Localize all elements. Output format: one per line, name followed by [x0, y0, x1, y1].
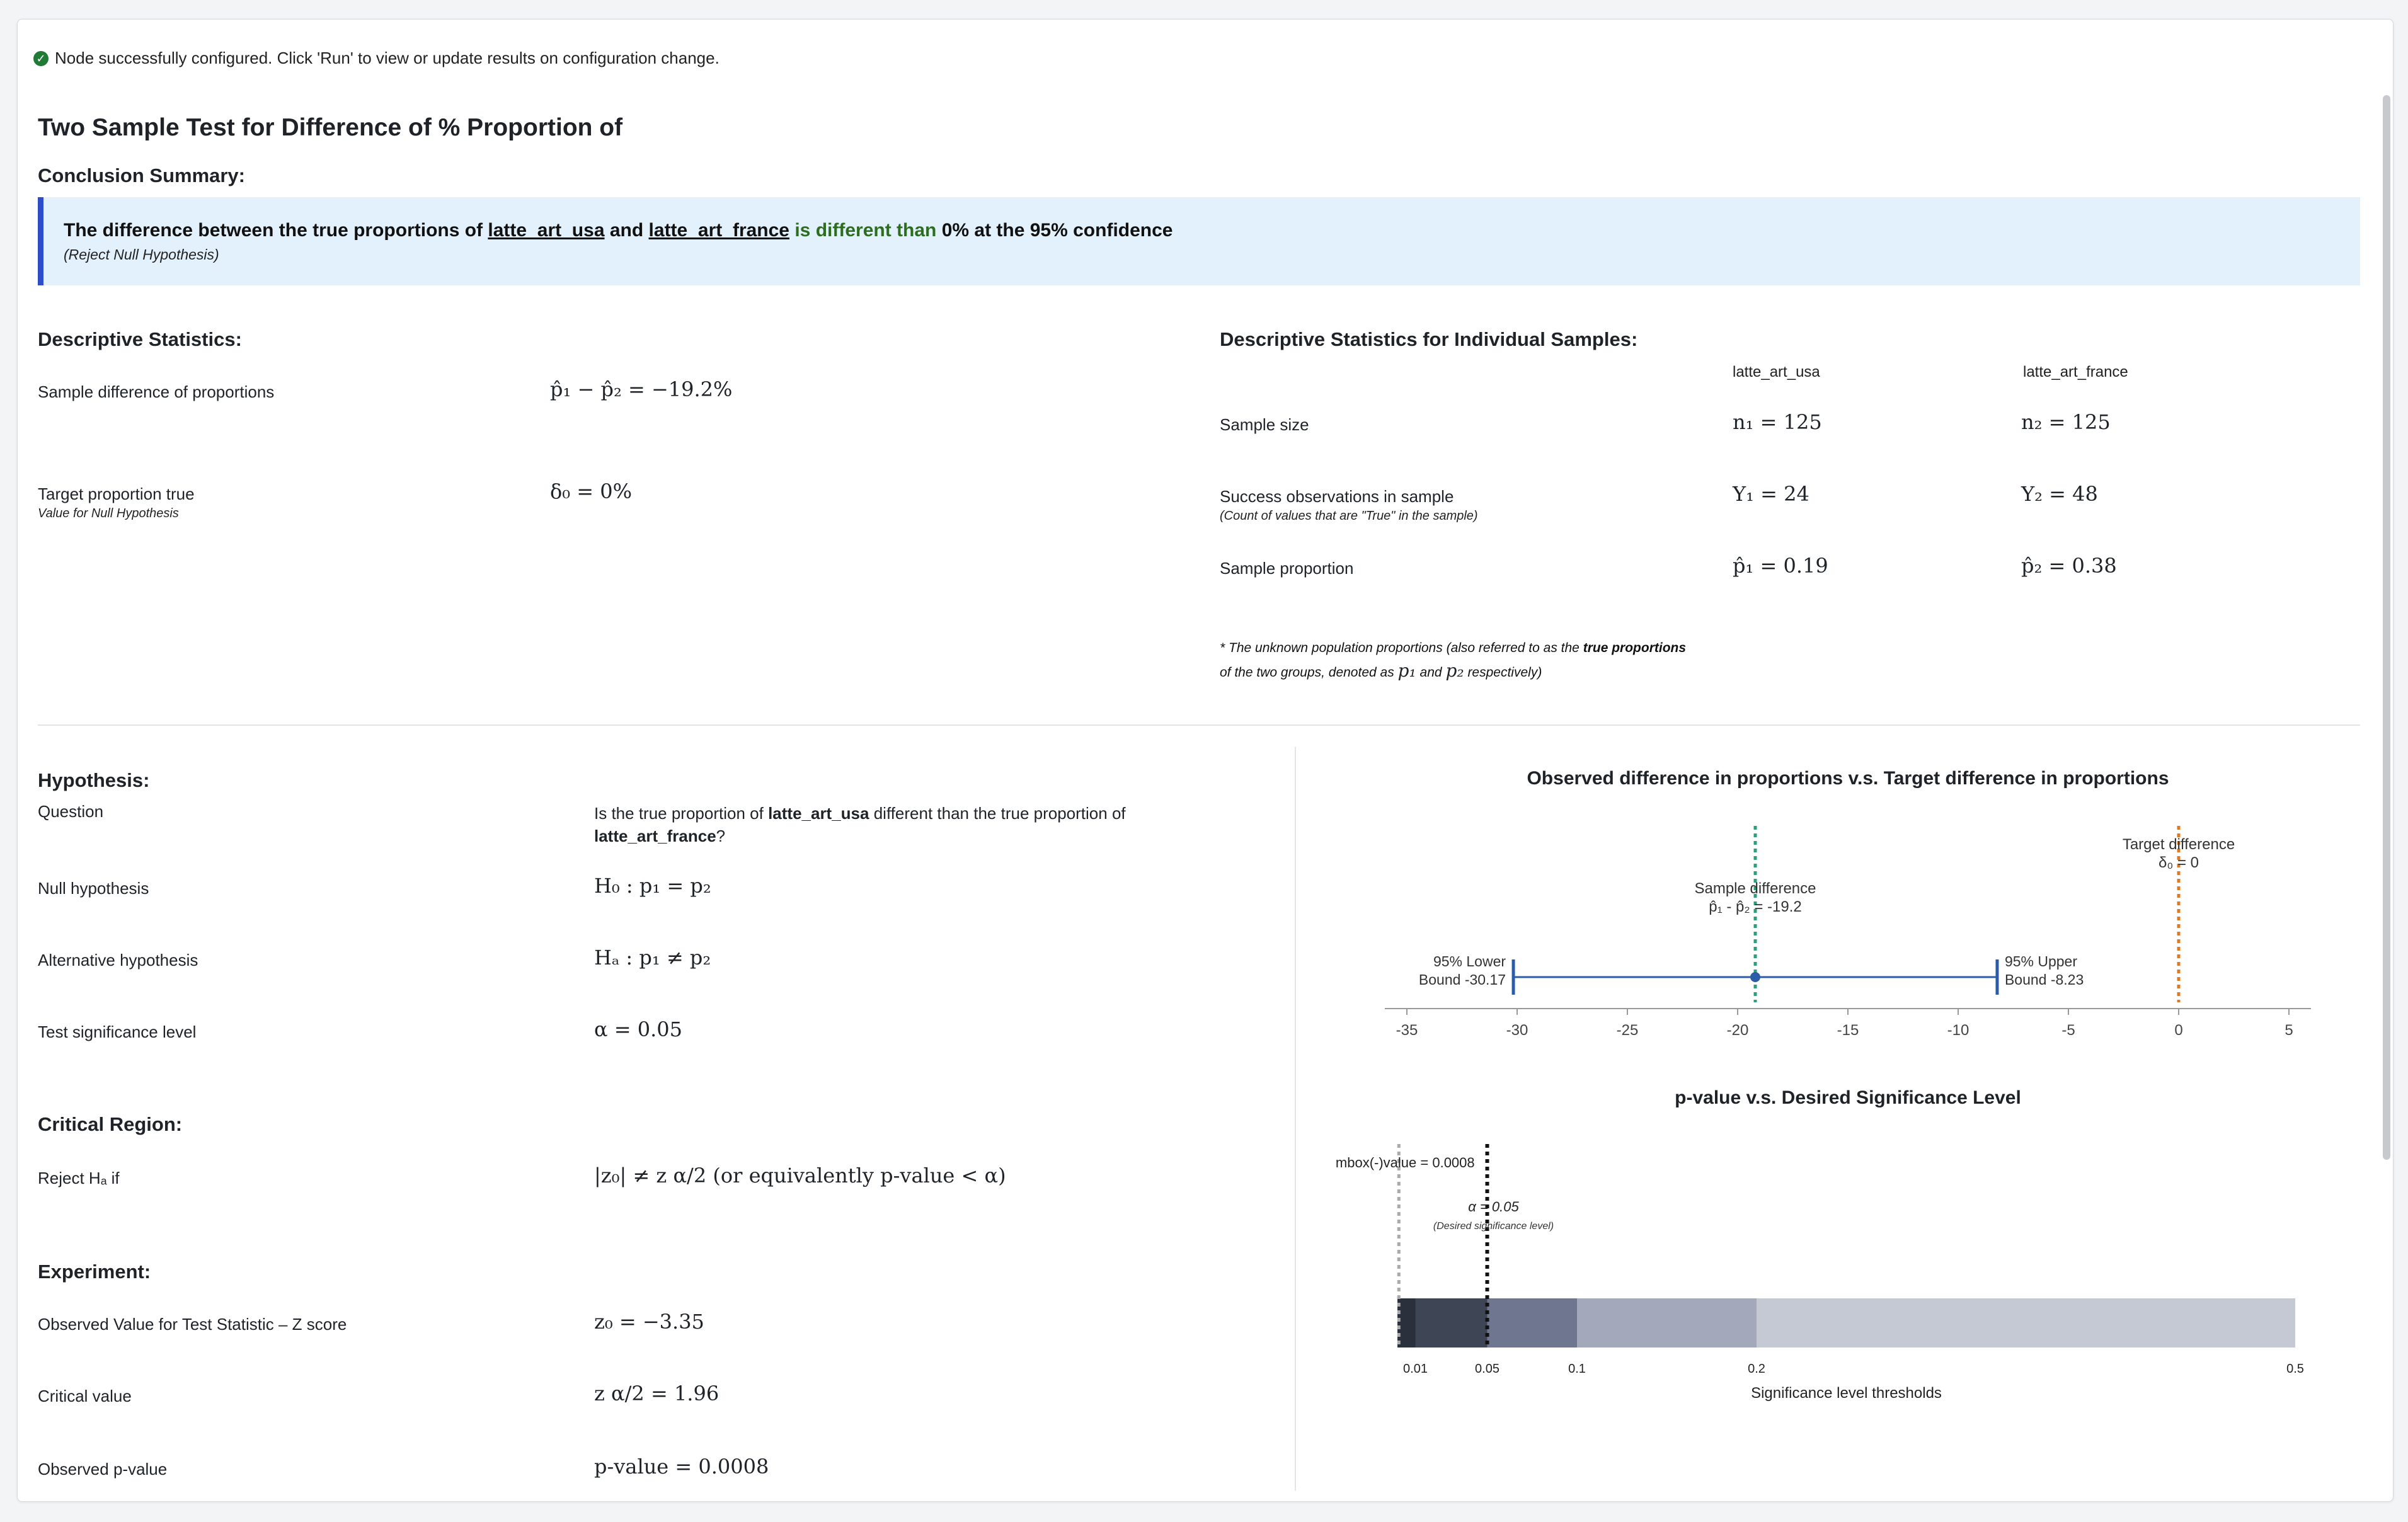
x-tick-label: -15 — [1837, 1022, 1859, 1039]
hypothesis-heading: Hypothesis: — [38, 769, 150, 791]
descriptive-heading: Descriptive Statistics: — [38, 328, 242, 350]
vertical-scrollbar[interactable] — [2383, 95, 2390, 1160]
success-observations-label: Success observations in sample (Count of values that are "True" in the sample) — [1220, 487, 1478, 523]
threshold-tick-label: 0.05 — [1475, 1362, 1499, 1376]
target-difference-expr: δ₀ = 0 — [2158, 854, 2199, 871]
threshold-tick-label: 0.5 — [2286, 1362, 2304, 1376]
zscore-value: z₀ = −3.35 — [594, 1310, 704, 1334]
x-axis-label: Significance level thresholds — [1751, 1385, 1942, 1402]
interval-chart-title: Observed difference in proportions v.s. Target difference in proportions — [1527, 768, 2169, 789]
sample-size-label: Sample size — [1220, 415, 1309, 434]
column-header-group1: latte_art_usa — [1733, 363, 1820, 380]
question-text: Is the true proportion of latte_art_usa different than the true proportion of latte_art_france? — [594, 804, 1126, 845]
results-panel — [17, 19, 2394, 1502]
target-proportion-value: δ₀ = 0% — [550, 479, 633, 503]
x-tick-label: -25 — [1616, 1022, 1639, 1039]
verdict-text: is different than — [794, 220, 937, 241]
sample-difference-expr: p̂₁ - p̂₂ = -19.2 — [1709, 898, 1802, 915]
target-proportion-sublabel: Value for Null Hypothesis — [38, 506, 179, 520]
reject-value: |z₀| ≠ z α/2 (or equivalently p-value < α) — [594, 1164, 1006, 1187]
significance-value: α = 0.05 — [594, 1017, 683, 1041]
section-divider — [38, 724, 2360, 726]
pvalue-chart — [1303, 1116, 2374, 1412]
significance-band — [1416, 1298, 1488, 1347]
sample-difference-label: Sample difference of proportions — [38, 382, 275, 401]
sample-size-group2: n₂ = 125 — [2021, 410, 2111, 434]
lower-bound-value: Bound -30.17 — [1418, 971, 1506, 988]
significance-band — [1577, 1298, 1757, 1347]
check-circle-icon: ✓ — [33, 51, 49, 66]
target-difference-label: Target difference — [2122, 836, 2235, 853]
sample-difference-value: p̂₁ − p̂₂ = −19.2% — [550, 377, 733, 401]
x-tick-label: -35 — [1396, 1022, 1418, 1039]
significance-band — [1757, 1298, 2295, 1347]
pvalue-label: Observed p-value — [38, 1460, 168, 1479]
alpha-note: (Desired significance level) — [1433, 1221, 1554, 1232]
x-tick-label: -5 — [2061, 1022, 2075, 1039]
conclusion-text: The difference between the true proportions of latte_art_usa and latte_art_france is different than 0% at the 95% confidence — [64, 220, 1173, 241]
sample-difference-point — [1750, 972, 1760, 982]
group2-name: latte_art_france — [648, 220, 789, 241]
zscore-label: Observed Value for Test Statistic – Z score — [38, 1315, 347, 1334]
null-hypothesis-value: H₀ : p₁ = p₂ — [594, 874, 711, 898]
interval-chart — [1303, 801, 2374, 1065]
page-title: Two Sample Test for Difference of % Proportion of — [38, 114, 623, 141]
x-tick-label: 5 — [2285, 1022, 2293, 1039]
target-proportion-label: Target proportion true Value for Null Hypothesis — [38, 484, 195, 520]
alt-hypothesis-value: Hₐ : p₁ ≠ p₂ — [594, 946, 711, 970]
x-tick-label: -30 — [1506, 1022, 1528, 1039]
critical-value-label: Critical value — [38, 1387, 132, 1405]
threshold-tick-label: 0.1 — [1568, 1362, 1586, 1376]
upper-bound-value: Bound -8.23 — [2004, 971, 2084, 988]
x-tick-label: -10 — [1947, 1022, 1969, 1039]
pvalue-label: mbox(-)value = 0.0008 — [1335, 1155, 1475, 1170]
lower-bound-label: 95% Lower — [1433, 953, 1506, 970]
pvalue-chart-title: p-value v.s. Desired Significance Level — [1675, 1087, 2021, 1108]
x-tick-label: 0 — [2174, 1022, 2183, 1039]
sample-proportion-label: Sample proportion — [1220, 559, 1354, 578]
population-footnote: * The unknown population proportions (also referred to as the true proportions of the two groups, denoted as p₁ and p₂ respectively) — [1220, 641, 1687, 681]
significance-band — [1488, 1298, 1578, 1347]
status-message: ✓ Node successfully configured. Click 'Run' to view or update results on configuration change. — [33, 49, 720, 68]
conclusion-note: (Reject Null Hypothesis) — [64, 246, 219, 263]
individual-heading: Descriptive Statistics for Individual Samples: — [1220, 328, 1638, 350]
success-group2: Y₂ = 48 — [2021, 482, 2098, 506]
alt-hypothesis-label: Alternative hypothesis — [38, 951, 198, 970]
sample-size-group1: n₁ = 125 — [1733, 410, 1822, 434]
sample-proportion-group2: p̂₂ = 0.38 — [2021, 554, 2117, 578]
threshold-tick-label: 0.2 — [1748, 1362, 1765, 1376]
sample-proportion-group1: p̂₁ = 0.19 — [1733, 554, 1828, 578]
group1-name: latte_art_usa — [488, 220, 605, 241]
significance-label: Test significance level — [38, 1022, 197, 1041]
column-header-group2: latte_art_france — [2023, 363, 2128, 380]
sample-difference-label: Sample difference — [1694, 880, 1816, 897]
experiment-heading: Experiment: — [38, 1261, 151, 1283]
alpha-label: α = 0.05 — [1468, 1199, 1519, 1215]
question-label: Question — [38, 802, 104, 821]
upper-bound-label: 95% Upper — [2004, 953, 2078, 970]
conclusion-banner — [38, 197, 2360, 285]
critical-value: z α/2 = 1.96 — [594, 1382, 720, 1405]
x-tick-label: -20 — [1726, 1022, 1749, 1039]
threshold-tick-label: 0.01 — [1403, 1362, 1428, 1376]
success-group1: Y₁ = 24 — [1733, 482, 1809, 506]
reject-label: Reject Hₐ if — [38, 1169, 120, 1187]
column-divider — [1295, 747, 1296, 1491]
pvalue-value: p-value = 0.0008 — [594, 1455, 769, 1479]
conclusion-heading: Conclusion Summary: — [38, 164, 245, 186]
null-hypothesis-label: Null hypothesis — [38, 879, 149, 898]
critical-region-heading: Critical Region: — [38, 1113, 183, 1135]
success-observations-sublabel: (Count of values that are "True" in the sample) — [1220, 509, 1478, 523]
